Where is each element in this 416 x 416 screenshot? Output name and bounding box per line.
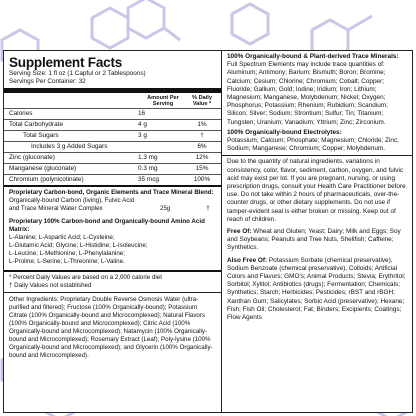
dv-header: % Daily Value * <box>192 95 212 107</box>
facts-column <box>4 51 222 412</box>
other-ingredients: Other Ingredients: Proprietary Double Reverse Osmosis Water (ultra-purified and filtered); Fructose (100% Organically-bound); Potassium Citrate (100% Organically-bound and Microcomplexed); Natural Flavors (100% Organically-bound and Microcomplexed); Citric Acid (100% Organically-bound and Microcomplexed); Natamycin (100% Organically-bound and Microcomplexed); Rosemary Extract (Leaf); Poly-lysine (100% Organically-bound and Microcomplexed); and Glycerin (100% Organically-bound and Microcomplexed). <box>4 292 221 362</box>
proprietary-blend-2: Proprietary 100% Carbon-bond and Organically-bound Amino Acid Matrix: L-Alanine; L-Aspartic Acid; L-Cysteine; L-Glutamic Acid; Glycine; L-Histidine; L-Isoleucine; L-Leucine; L-Methionine; L-Phenylalanine; L-Proline; L-Serine; L-Threonine; L-Valine. <box>9 218 205 265</box>
amount-header: Amount Per Serving <box>147 95 179 107</box>
facts-title: Supplement Facts <box>9 55 123 70</box>
free-of: Free Of: Wheat and Gluten; Yeast; Dairy; Milk and Eggs; Soy and Soybeans; Peanuts and Tree Nuts, Shellfish; Caffeine; Synthetics. <box>227 228 401 252</box>
servings-per-container: Servings Per Container: 32 <box>9 78 86 85</box>
also-free-of: Also Free Of: Potassium Sorbate (chemical preservative), Sodium Benzoate (chemical preservative), Colloids; Artificial Colors and Flavors; GMO's; Animal Products; Stevia; Erythritol; Sorbitol; Xylitol; Antibiotics (drugs); Fermentation; Chemicals; Synthetics; Starch; Herbicides; Pesticides; rBST and rBGH; Xanthan Gum; Salicylates; Sorbic Acid (preservative); Hexane; Fish; Fish Oil; Cholesterol; Fat; Binders; Excipients; Coatings; Flow Agents <box>227 256 406 322</box>
table-row: Calories 16 <box>4 108 221 119</box>
facts-header <box>4 93 221 108</box>
supplement-facts-panel <box>3 50 413 413</box>
trace-minerals: 100% Organically-bound & Plant-derived Trace Minerals: Full Spectrum Elements may include trace quantities of: Aluminum; Antimony; Barium; Bismuth; Boron; Bromine; Calcium; Cesium; Chlorine; Chromium; Cobalt; Copper; Fluoride; Gallium; Gold; Iodine; Iridium; Iron; Lithium; Magnesium; Manganese, Molybdenum; Nickel; Oxygen; Phosphorus; Potassium; Rhenium; Rubidium; Scandium; Silicon; Silver; Sodium; Strontium; Sulfur; Tin; Titanium; Tungsten; Uranium; Vanadium; Yttrium; Zinc; Zirconium. 100% Organically-bound Electrolytes: Potassium; Calcium; Phosphate; Magnesium; Chloride; Zinc; Sodium; Manganese; Chromium; Copper; Molybdenum. <box>227 53 399 153</box>
table-row: Includes 3 g Added Sugars 6% <box>4 141 221 152</box>
table-row: Manganese (gluconate) 0.3 mg 15% <box>4 163 221 174</box>
table-row: Total Sugars 3 g † <box>4 130 221 141</box>
proprietary-blend-1: Proprietary Carbon-bond, Organic Elements and Trace Mineral Blend: Organically-bound Carbon (living), Fulvic Acid and Trace Mineral Water Complex 25g † <box>9 189 214 212</box>
serving-size: Serving Size: 1 fl oz (1 Capful or 2 Tablespoons) <box>9 70 146 77</box>
warning-text: Due to the quantity of natural ingredients, variations in consistency, color, flavor, sediment, carbon, oxygen, and fulvic acid may exist per lot. If you are pregnant, nursing, or using prescription drugs, consult your Health Care Practitioner before use. Do not take within 2 hours of pharmaceuticals, over-the-counter drugs, or other dietary supplements. Do not use if tamper-evident seal is either broken or missing. Keep out of reach of children. <box>222 155 412 226</box>
info-column <box>222 51 412 412</box>
table-row: Zinc (gluconate) 1.3 mg 12% <box>4 152 221 163</box>
footnotes: * Percent Daily Values are based on a 2,000 calorie diet † Daily Values not established <box>9 274 162 289</box>
table-row: Chromium (polynicotinate) 35 mcg 100% <box>4 174 221 185</box>
table-row: Total Carbohydrate 4 g 1% <box>4 119 221 130</box>
